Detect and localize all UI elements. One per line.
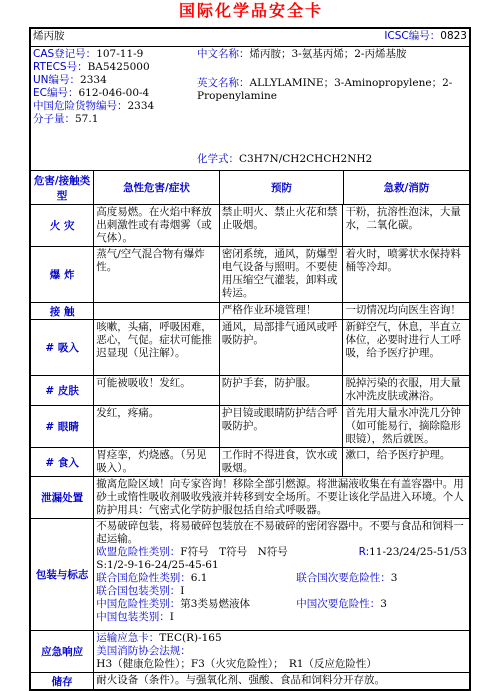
en-name-value: ALLYLAMINE；3-Aminopropylene；2-Propenylamine: [197, 77, 453, 102]
hazard-prevention: 严格作业环境管理！: [220, 303, 344, 319]
storage-label: 储存: [31, 673, 94, 689]
un-line: [33, 74, 193, 87]
hazard-prevention: 禁止明火、禁止火花和禁止吸烟。: [220, 205, 344, 246]
un-pack-label: 联合国包装类别：: [96, 585, 181, 597]
spill-label: 泄漏处置: [31, 477, 94, 518]
en-name-line: [197, 77, 467, 103]
identifier-block: [31, 47, 469, 171]
hazard-type: # 食入: [31, 448, 94, 476]
un-secondary-value: 3: [390, 572, 398, 584]
transport-card-line: [96, 632, 467, 645]
storage-row: [31, 673, 469, 689]
rtecs-value: BA5425000: [87, 61, 150, 73]
hazard-row-ingestion: [31, 448, 469, 477]
packaging-label: 包装与标志: [31, 519, 94, 630]
hazard-aid: 漱口，给予医疗护理。: [345, 449, 451, 461]
hazard-aid: 着火时，喷雾状水保持料桶等冷却。: [345, 248, 461, 273]
hazard-symptoms: 高度易燃。在火焰中释放出刺激性或有毒烟雾（或气体）。: [94, 205, 220, 246]
un-pack-line: [96, 585, 467, 598]
hazard-symptoms: 发红，疼痛。: [94, 406, 220, 447]
spill-text: 撤离危险区域！向专家咨询！移除全部引燃源。将泄漏液收集在有盖容器中。用砂土或惰性吸收剂吸收残液并转移到安全场所。不要让该化学品进入环境。个人防护用具：气密式化学防护服包括自给式呼吸器。: [96, 478, 464, 516]
mw-label: 分子量：: [33, 113, 75, 125]
hazard-prevention: 密闭系统，通风，防爆型电气设备与照明。不要使用压缩空气灌装，卸料或转运。: [220, 247, 344, 302]
hazard-type: # 吸入: [31, 320, 94, 375]
eu-line: [96, 546, 467, 559]
cn-name-label: 中文名称：: [197, 48, 250, 60]
packaging-content: [94, 519, 469, 630]
r-value: 11-23/24/25-51/53: [369, 546, 467, 558]
cn-pack-value: I: [169, 611, 174, 623]
nfpa-value: H3（健康危险性）；F3（火灾危险性）； R1（反应危险性）: [96, 658, 377, 670]
rtecs-line: [33, 61, 193, 74]
hazard-prevention: 护目镜或眼睛防护结合呼吸防护。: [220, 406, 344, 447]
formula-value: C3H7N/CH2CHCH2NH2: [239, 153, 373, 165]
ec-label: EC编号：: [33, 87, 79, 99]
spill-row: [31, 477, 469, 519]
cn-name-value: 烯丙胺；3-氨基丙烯；2-丙烯基胺: [249, 48, 407, 60]
cn-goods-line: [33, 100, 193, 113]
un-secondary-label: 联合国次要危险性：: [296, 572, 391, 584]
header-symptoms: 急性危害/症状: [94, 171, 220, 204]
name-row: [31, 29, 469, 47]
cn-goods-label: 中国危险货物编号：: [33, 100, 128, 112]
hazard-aid: 一切情况均向医生咨询！: [345, 304, 461, 316]
hazard-type: 爆 炸: [31, 247, 94, 302]
un-value: 2334: [80, 74, 107, 86]
hazard-type: # 眼睛: [31, 406, 94, 447]
card-title: 国际化学品安全卡: [178, 1, 323, 20]
nfpa-line: [96, 645, 467, 671]
chemical-name: 烯丙胺: [33, 30, 65, 42]
cn-hazard-line: [96, 598, 467, 611]
ec-value: 612-046-00-4: [78, 87, 150, 99]
hazard-symptoms: [94, 303, 220, 319]
hazard-symptoms: 可能被吸收！发红。: [94, 376, 220, 405]
hazard-row-eyes: [31, 406, 469, 448]
hazard-aid: 首先用大量水冲洗几分钟（如可能易行，摘除隐形眼镜），然后就医。: [345, 407, 461, 445]
cn-name-line: [197, 48, 467, 61]
formula-line: [197, 153, 372, 166]
un-hazard-value: 6.1: [190, 572, 208, 584]
un-pack-value: I: [180, 585, 185, 597]
cas-value: 107-11-9: [96, 48, 144, 60]
hazard-row-explosion: [31, 247, 469, 303]
hazard-symptoms: 胃痉挛，灼烧感。（另见吸入）。: [94, 448, 220, 476]
s-line: S:1/2-9-16-24/25-45-61: [96, 559, 219, 571]
hazard-header-row: [31, 171, 469, 205]
header-aid: 急救/消防: [383, 182, 430, 194]
un-hazard-label: 联合国危险性类别：: [96, 572, 191, 584]
hazard-prevention: 防护手套，防护服。: [220, 376, 344, 405]
hazard-row-skin: [31, 376, 469, 406]
r-label: R:: [358, 546, 370, 558]
rtecs-label: RTECS号：: [33, 61, 88, 73]
cas-line: [33, 48, 193, 61]
packaging-intro: 不易破碎包装，将易破碎包装放在不易破碎的密闭容器中。不要与食品和饲料一起运输。: [96, 520, 464, 545]
un-hazard-line: [96, 572, 467, 585]
mw-line: [33, 113, 193, 126]
name-block: [195, 47, 469, 170]
identifier-list: [31, 47, 195, 170]
cn-pack-line: [96, 611, 467, 624]
transport-card-label: 运输应急卡：: [96, 632, 160, 644]
mw-value: 57.1: [75, 113, 99, 125]
eu-label: 欧盟危险性类别：: [96, 546, 181, 558]
icsc-label: ICSC编号：: [384, 30, 441, 42]
hazard-symptoms: 蒸气/空气混合物有爆炸性。: [94, 247, 220, 302]
cn-hazard-value: 第3类易燃液体: [180, 598, 250, 610]
nfpa-label: 美国消防协会法规：: [96, 645, 191, 657]
transport-card-value: TEC(R)-165: [159, 632, 222, 644]
cn-secondary-label: 中国次要危险性：: [296, 598, 381, 610]
eu-value: F符号 T符号 N符号: [180, 546, 288, 558]
cn-pack-label: 中国包装类别：: [96, 611, 170, 623]
cas-label: CAS登记号：: [33, 48, 97, 60]
hazard-symptoms: 咳嗽，头痛，呼吸困难，恶心，气促。症状可能推迟显现（见注解）。: [94, 320, 220, 375]
hazard-row-exposure: [31, 303, 469, 320]
hazard-row-inhalation: [31, 320, 469, 376]
hazard-prevention: 通风，局部排气通风或呼吸防护。: [220, 320, 344, 375]
un-label: UN编号：: [33, 74, 81, 86]
cn-hazard-label: 中国危险性类别：: [96, 598, 181, 610]
emergency-label: 应急响应: [31, 631, 94, 672]
icsc-number: [382, 29, 469, 46]
ec-line: [33, 87, 193, 100]
hazard-aid: 干粉，抗溶性泡沫，大量水，二氧化碳。: [345, 206, 461, 231]
header-type: 危害/接触类型: [31, 171, 94, 204]
en-name-label: 英文名称：: [197, 77, 250, 89]
hazard-type: # 皮肤: [31, 376, 94, 405]
emergency-row: [31, 631, 469, 673]
emergency-content: [94, 631, 469, 672]
cn-goods-value: 2334: [127, 100, 155, 112]
icsc-value: 0823: [440, 30, 467, 42]
hazard-row-fire: [31, 205, 469, 247]
header-prevention: 预防: [220, 171, 344, 204]
safety-card-table: [29, 27, 471, 691]
formula-label: 化学式：: [197, 153, 239, 165]
hazard-aid: 新鲜空气，休息，半直立体位，必要时进行人工呼吸，给予医疗护理。: [345, 321, 461, 359]
hazard-type: 接 触: [31, 303, 94, 319]
storage-text: 耐火设备（条件）。与强氧化剂、强酸、食品和饲料分开存放。: [96, 674, 386, 686]
hazard-prevention: 工作时不得进食，饮水或吸烟。: [220, 448, 344, 476]
hazard-type: 火 灾: [31, 205, 94, 246]
cn-secondary-value: 3: [380, 598, 387, 610]
hazard-aid: 脱掉污染的衣服，用大量水冲洗皮肤或淋浴。: [345, 377, 461, 402]
packaging-row: [31, 519, 469, 631]
